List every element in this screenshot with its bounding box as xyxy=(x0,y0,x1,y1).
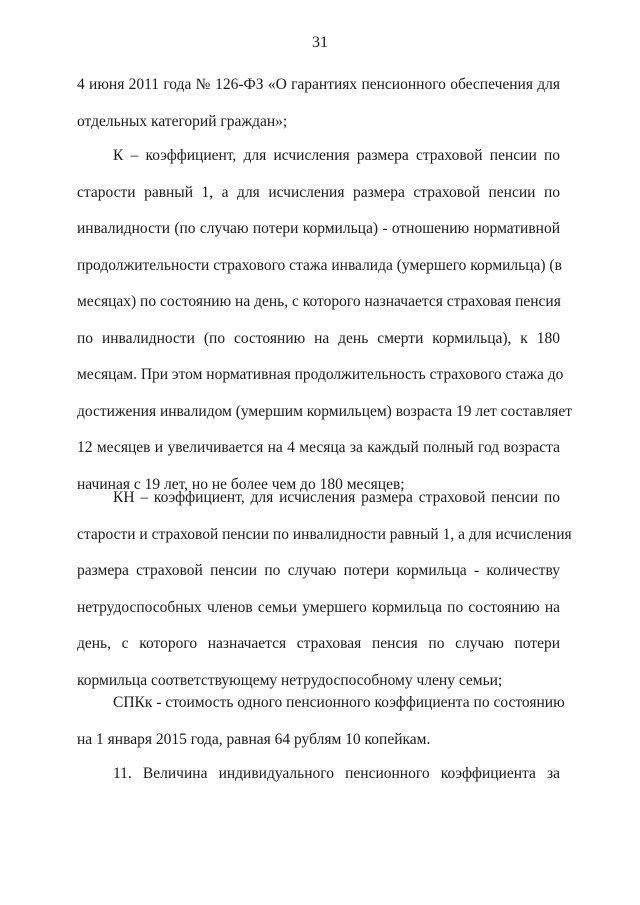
text-line: КН – коэффициент, для исчисления размера страховой пенсии по xyxy=(113,489,560,506)
text-line: кормильца соответствующему нетрудоспособному члену семьи; xyxy=(77,671,503,689)
text-line: начиная с 19 лет, но не более чем до 180 месяцев; xyxy=(77,475,405,493)
paragraph-k-coefficient xyxy=(77,138,573,503)
text-line: на 1 января 2015 года, равная 64 рублям 10 копейкам. xyxy=(77,730,431,748)
text-line: продолжительности страхового стажа инвалида (умершего кормильца) (в xyxy=(77,256,562,274)
paragraph-kn-coefficient xyxy=(77,480,572,699)
text-line: месяцам. При этом нормативная продолжительность страхового стажа до xyxy=(77,366,564,383)
paragraph-spkk-cost xyxy=(77,685,565,758)
text-line: размера страховой пенсии по случаю потери кормильца - количеству xyxy=(77,562,560,579)
text-line: достижения инвалидом (умершим кормильцем) возраста 19 лет составляет xyxy=(77,402,573,420)
text-line: 12 месяцев и увеличивается на 4 месяца за каждый полный год возраста xyxy=(77,439,560,456)
text-line: старости и страховой пенсии по инвалидности равный 1, а для исчисления xyxy=(77,525,572,543)
text-line: К – коэффициент, для исчисления размера страховой пенсии по xyxy=(113,147,560,164)
text-line: старости равный 1, а для исчисления размера страховой пенсии по xyxy=(77,183,560,201)
text-line: месяцах) по состоянию на день, с которого назначается страховая пенсия xyxy=(77,293,561,310)
text-line: день, с которого назначается страховая пенсия по случаю потери xyxy=(77,635,560,652)
text-line: 4 июня 2011 года № 126-ФЗ «О гарантиях пенсионного обеспечения для xyxy=(77,76,560,93)
text-line: СПКк - стоимость одного пенсионного коэффициента по состоянию xyxy=(113,694,565,711)
page-number: 31 xyxy=(312,34,328,51)
text-line: нетрудоспособных членов семьи умершего кормильца по состоянию на xyxy=(77,598,560,616)
paragraph-law-reference xyxy=(77,67,560,140)
text-line: инвалидности (по случаю потери кормильца) - отношению нормативной xyxy=(77,220,560,237)
paragraph-item-11 xyxy=(77,756,560,793)
text-line: 11. Величина индивидуального пенсионного коэффициента за xyxy=(113,765,560,782)
text-line: по инвалидности (по состоянию на день смерти кормильца), к 180 xyxy=(77,329,560,347)
text-line: отдельных категорий граждан»; xyxy=(77,112,288,130)
